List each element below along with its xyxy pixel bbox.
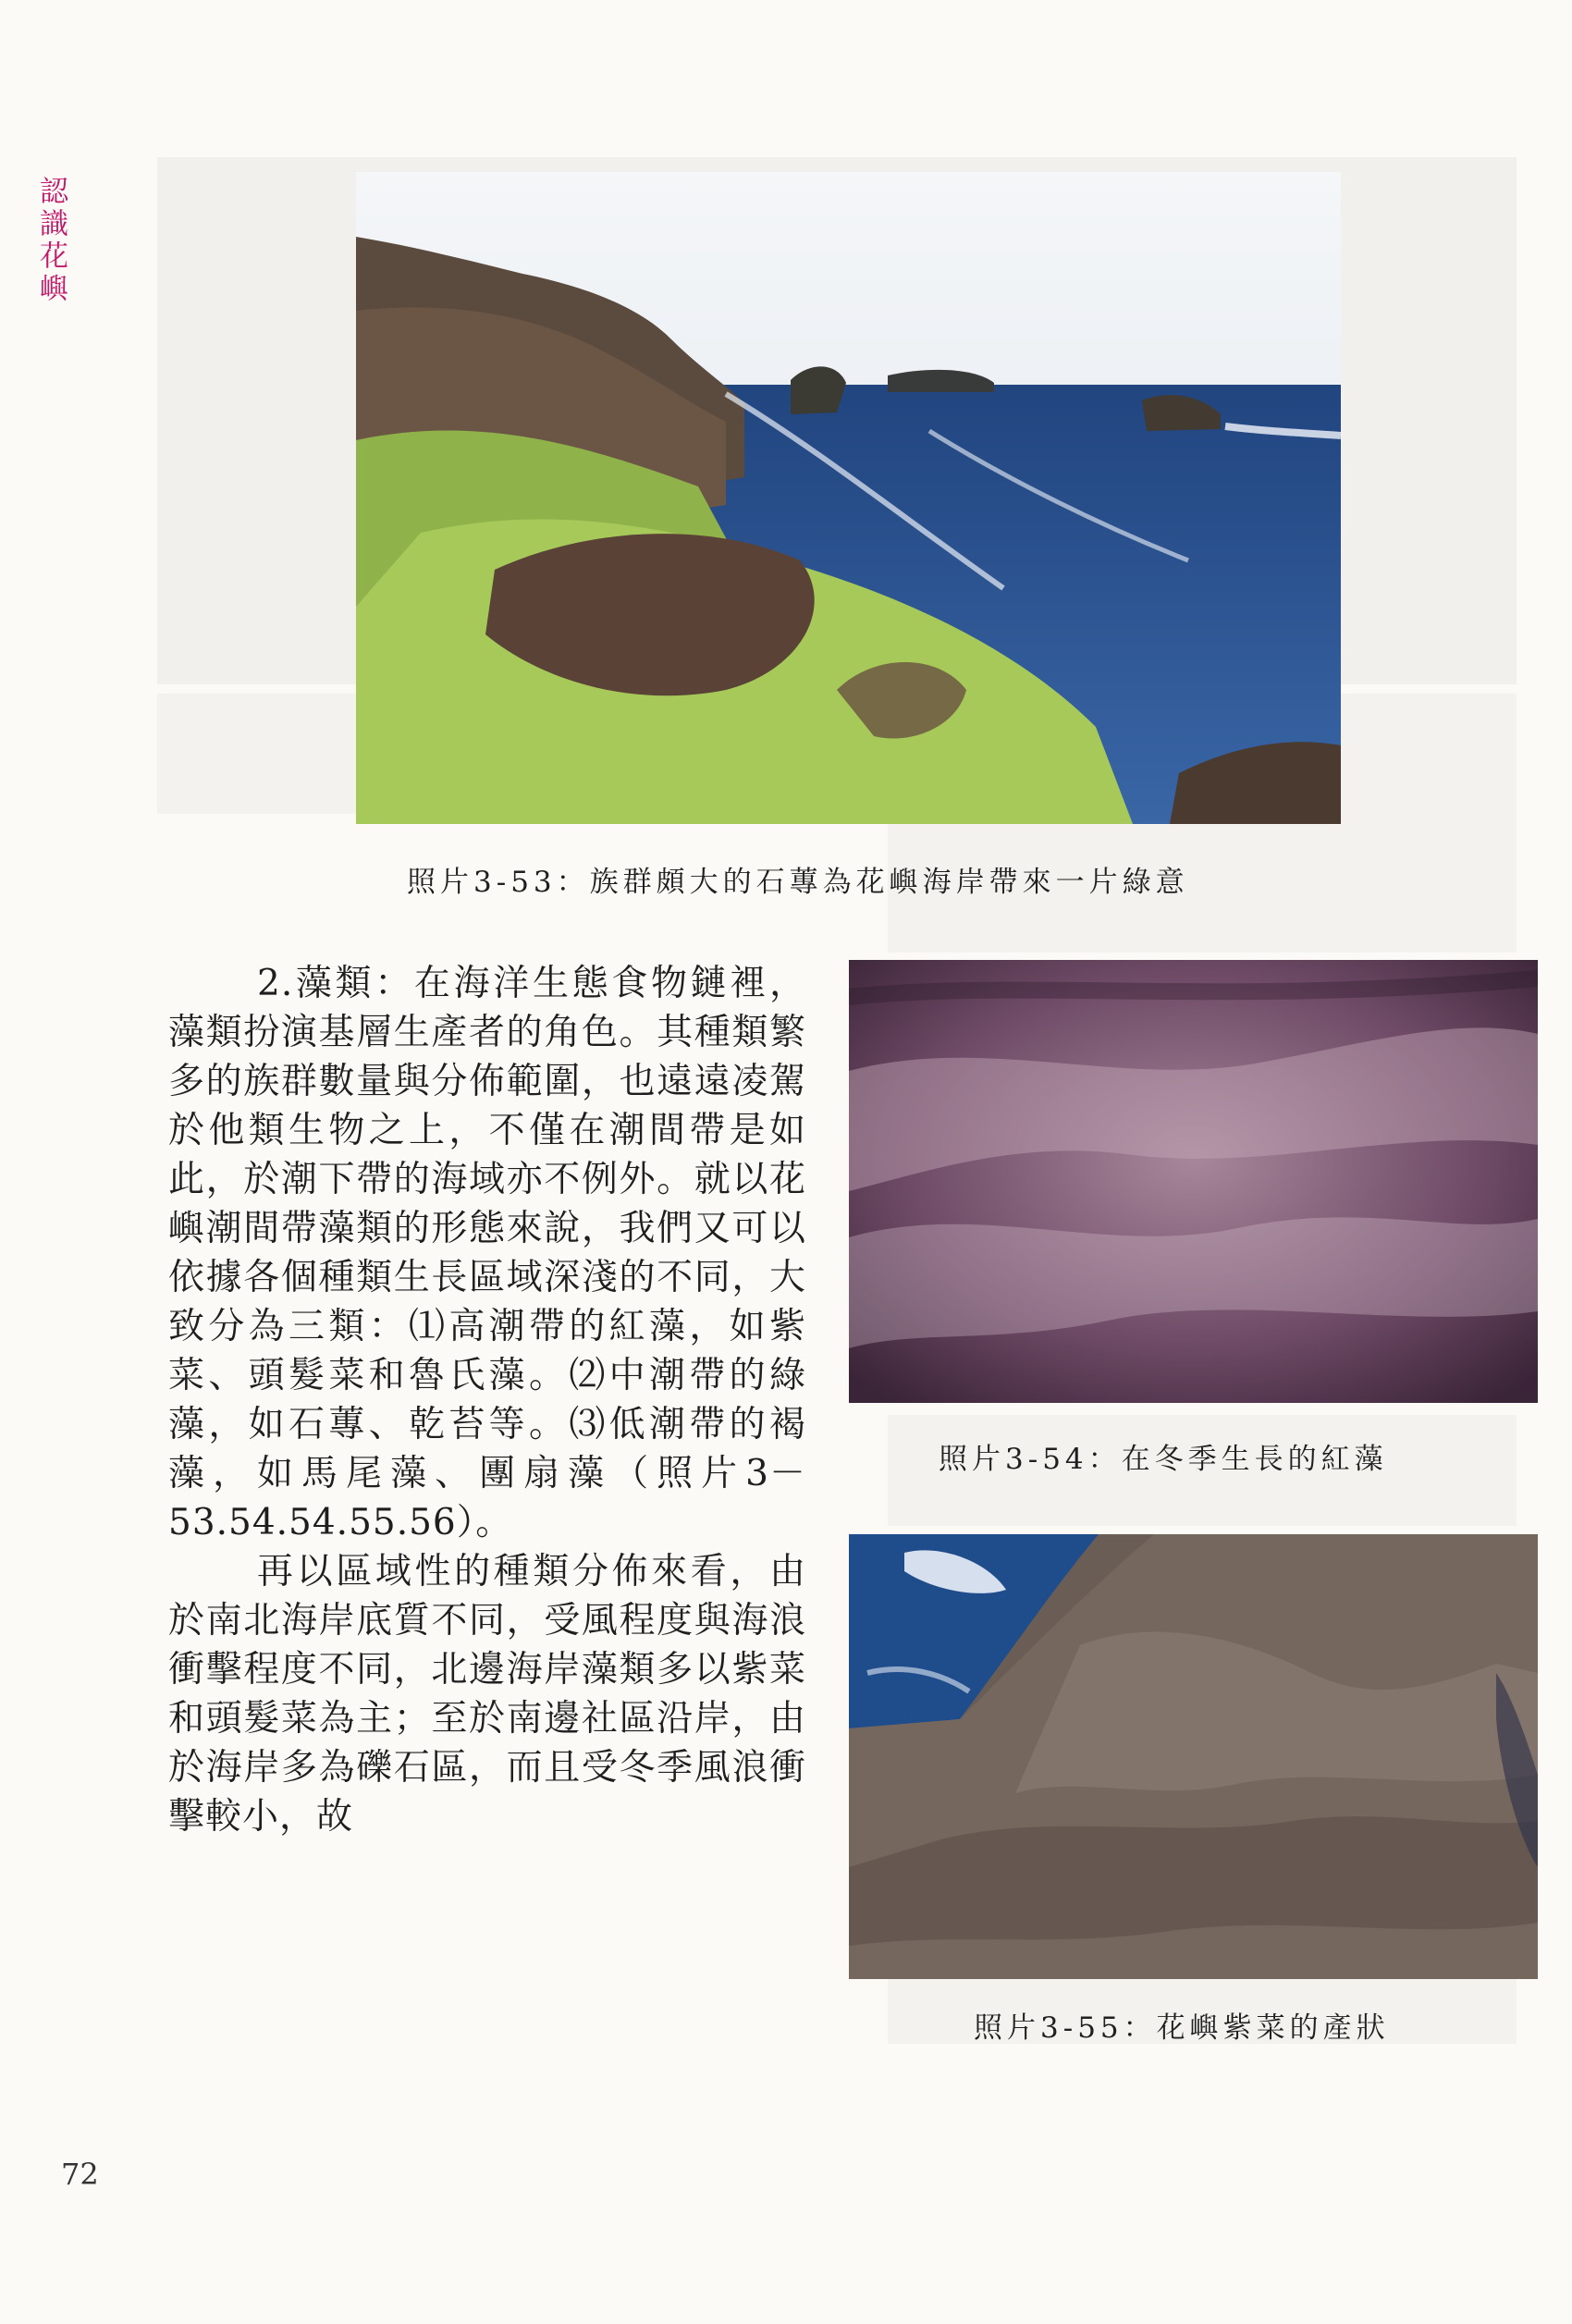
photo-laver-image [849, 1534, 1538, 1979]
paragraph: 2.藻類：在海洋生態食物鏈裡，藻類扮演基層生產者的角色。其種類繁多的族群數量與分佈範圍，也遠遠凌駕於他類生物之上，不僅在潮間帶是如此，於潮下帶的海域亦不例外。就以花嶼潮間帶藻類的形態來說，我們又可以依據各個種類生長區域深淺的不同，大致分為三類：⑴高潮帶的紅藻，如紫菜、頭髮菜和魯氏藻。⑵中潮帶的綠藻，如石蓴、乾苔等。⑶低潮帶的褐藻，如馬尾藻、團扇藻（照片3－53.54.54.55.56）。 [168, 963, 806, 1543]
photo-sea-lettuce-coast [356, 172, 1341, 824]
paragraph: 再以區域性的種類分佈來看，由於南北海岸底質不同，受風程度與海浪衝擊程度不同，北邊海岸藻類多以紫菜和頭髮菜為主；至於南邊社區沿岸，由於海岸多為礫石區，而且受冬季風浪衝擊較小，故 [168, 1551, 806, 1838]
photo-caption: 照片3-55：花嶼紫菜的產狀 [974, 2011, 1390, 2045]
photo-caption: 照片3-53：族群頗大的石蓴為花嶼海岸帶來一片綠意 [407, 866, 1189, 899]
body-text [168, 959, 806, 1841]
photo-laver-rocks [849, 1534, 1538, 1979]
photo-caption: 照片3-54：在冬季生長的紅藻 [939, 1443, 1388, 1476]
page-number: 72 [61, 2157, 99, 2192]
photo-red-algae-image [849, 960, 1538, 1403]
chapter-side-label: 認識花嶼 [34, 176, 68, 305]
photo-red-algae [849, 960, 1538, 1403]
photo-sea-lettuce-image [356, 172, 1341, 824]
